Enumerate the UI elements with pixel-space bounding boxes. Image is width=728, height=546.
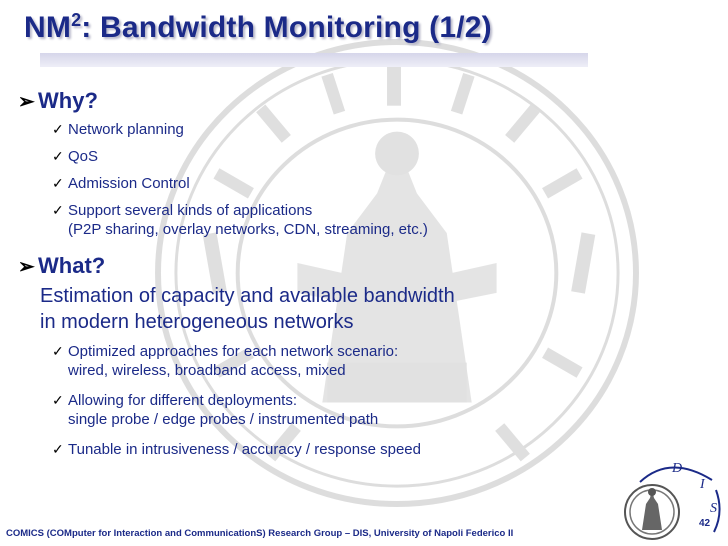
why-item-2: ✓ QoS [52, 148, 99, 165]
why-item-4: ✓ Support several kinds of applications (P2P sharing, overlay networks, CDN, streaming, etc.) [52, 202, 428, 238]
page-number: 42 [699, 518, 711, 529]
what-description-line1: Estimation of capacity and available bandwidth [40, 285, 455, 307]
check-bullet-icon: ✓ [52, 392, 64, 408]
logo-letter-i: I [700, 477, 705, 492]
check-bullet-icon: ✓ [52, 441, 64, 457]
check-bullet-icon: ✓ [52, 202, 64, 218]
bullet-why: ➢ Why? [18, 88, 98, 113]
what-item-3: ✓ Tunable in intrusiveness / accuracy / response speed [52, 441, 421, 458]
logo-letter-s: S [710, 501, 717, 516]
what-item-1: ✓ Optimized approaches for each network scenario: wired, wireless, broadband access, mixed [52, 343, 399, 379]
logo-letter-d: D [672, 461, 683, 476]
slide-title: $NM^2$: Bandwidth Monitoring (1/2) [24, 10, 492, 44]
bullet-what: ➢ What? [18, 253, 106, 278]
footer-text: COMICS (COMputer for Interaction and CommunicationS) Research Group – DIS, University of Napoli Federico II [6, 528, 514, 539]
title-underline [40, 53, 588, 67]
dis-logo [616, 450, 724, 546]
check-bullet-icon: ✓ [52, 175, 64, 191]
why-item-1: ✓ Network planning [52, 121, 184, 138]
arrow-bullet-icon: ➢ [18, 91, 35, 113]
check-bullet-icon: ✓ [52, 343, 64, 359]
arrow-bullet-icon: ➢ [18, 256, 35, 278]
check-bullet-icon: ✓ [52, 148, 64, 164]
check-bullet-icon: ✓ [52, 121, 64, 137]
what-item-2: ✓ Allowing for different deployments: single probe / edge probes / instrumented path [52, 392, 379, 428]
why-item-3: ✓ Admission Control [52, 175, 190, 192]
what-description-line2: in modern heterogeneous networks [40, 311, 354, 333]
